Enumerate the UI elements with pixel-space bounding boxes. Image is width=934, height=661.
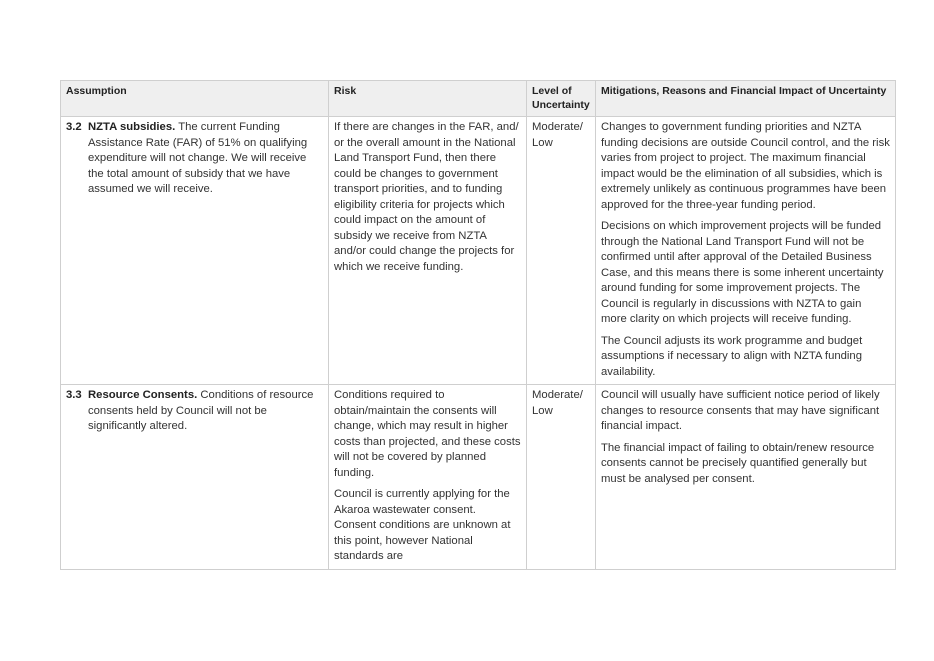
uncertainty-cell: Moderate/ Low bbox=[527, 385, 596, 570]
mitigations-cell bbox=[596, 385, 896, 570]
assumption-cell bbox=[61, 117, 329, 385]
mitigations-cell bbox=[596, 117, 896, 385]
mitigation-paragraph: The Council adjusts its work programme and budget assumptions if necessary to align with NZTA funding availability. bbox=[601, 334, 863, 378]
risk-paragraph: If there are changes in the FAR, and/ or the overall amount in the National Land Transport Fund, then there could be changes to government transport priorities, and to funding eligibility criteria for projects which could impact on the amount of subsidy we receive from NZTA and/or could change the projects for which we receive funding. bbox=[334, 121, 519, 273]
assumption-number: 3.3 bbox=[66, 389, 82, 401]
header-assumption: Assumption bbox=[61, 81, 329, 117]
table-row bbox=[61, 117, 896, 385]
header-risk: Risk bbox=[329, 81, 527, 117]
risk-paragraph: Council is currently applying for the Akaroa wastewater consent. Consent conditions are unknown at this point, however National standards are bbox=[334, 488, 511, 562]
assumption-title: Resource Consents. bbox=[88, 389, 198, 401]
assumption-text: The current Funding Assistance Rate (FAR) of 51% on qualifying expenditure will not change. We will receive the total amount of subsidy that we have assumed we will receive. bbox=[88, 121, 308, 195]
assumption-cell bbox=[61, 385, 329, 570]
risk-cell bbox=[329, 385, 527, 570]
mitigation-paragraph: The financial impact of failing to obtain/renew resource consents cannot be precisely quantified generally but must be analysed per consent. bbox=[601, 441, 875, 485]
assumption-text: Conditions of resource consents held by Council will not be significantly altered. bbox=[88, 389, 314, 432]
assumptions-table bbox=[60, 80, 896, 570]
header-level-of-uncertainty: Level of Uncertainty bbox=[527, 81, 596, 117]
table-row bbox=[61, 385, 896, 570]
assumption-number: 3.2 bbox=[66, 121, 82, 133]
table-header-row bbox=[61, 81, 896, 117]
mitigation-paragraph: Decisions on which improvement projects will be funded through the National Land Transport Fund will not be confirmed until after approval of the Detailed Business Case, and this means there is some inherent uncertainty around funding for some improvement projects. The Council is regularly in discussions with NZTA to gain more clarity on which projects will receive funding. bbox=[601, 220, 884, 325]
assumption-title: NZTA subsidies. bbox=[88, 121, 176, 133]
header-mitigations: Mitigations, Reasons and Financial Impact of Uncertainty bbox=[596, 81, 896, 117]
mitigation-paragraph: Council will usually have sufficient notice period of likely changes to resource consents that may have significant financial impact. bbox=[601, 389, 880, 432]
uncertainty-cell: Moderate/ Low bbox=[527, 117, 596, 385]
mitigation-paragraph: Changes to government funding priorities and NZTA funding decisions are outside Council control, and the risk varies from project to project. The maximum financial impact would be the elimination of all subsidies, which is extremely unlikely as continuous programmes have been approved for the three-year funding period. bbox=[601, 121, 890, 211]
risk-cell bbox=[329, 117, 527, 385]
risk-paragraph: Conditions required to obtain/maintain the consents will change, which may result in higher costs than projected, and these costs will not be covered by planned funding. bbox=[334, 389, 521, 479]
